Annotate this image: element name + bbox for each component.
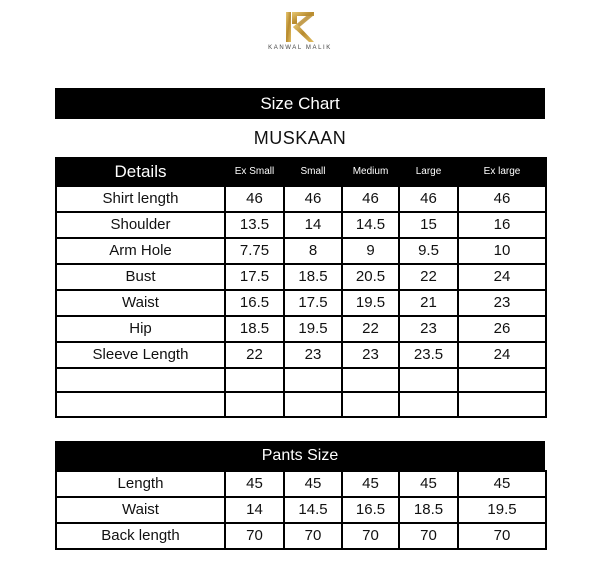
size-value: 23.5 [399, 342, 458, 368]
size-value: 19.5 [284, 316, 342, 342]
table-row [56, 368, 546, 392]
size-value: 46 [225, 186, 284, 212]
pants-size-table [55, 470, 547, 550]
row-label [56, 368, 225, 392]
table-row [56, 497, 546, 523]
header-size: Small [284, 158, 342, 186]
size-value [458, 392, 546, 416]
size-value [458, 368, 546, 392]
size-value: 14.5 [284, 497, 342, 523]
size-value [342, 368, 399, 392]
size-value: 14 [225, 497, 284, 523]
table-row [56, 316, 546, 342]
size-value: 70 [284, 523, 342, 549]
size-value: 23 [284, 342, 342, 368]
kanwal-malik-logo-icon [283, 10, 317, 44]
size-value: 17.5 [284, 290, 342, 316]
size-value: 17.5 [225, 264, 284, 290]
size-value: 20.5 [342, 264, 399, 290]
row-label: Bust [56, 264, 225, 290]
size-value: 22 [225, 342, 284, 368]
size-value: 23 [399, 316, 458, 342]
shirt-size-table [55, 157, 547, 418]
size-value [399, 392, 458, 416]
size-value: 46 [458, 186, 546, 212]
size-value: 13.5 [225, 212, 284, 238]
size-value: 23 [458, 290, 546, 316]
size-value: 10 [458, 238, 546, 264]
table-row [56, 212, 546, 238]
table-header-row [56, 158, 546, 186]
pants-size-title: Pants Size [261, 446, 339, 464]
size-value: 21 [399, 290, 458, 316]
size-value: 22 [342, 316, 399, 342]
size-value: 70 [399, 523, 458, 549]
brand-logo [0, 10, 600, 51]
size-chart-title: Size Chart [260, 93, 340, 113]
size-value: 18.5 [399, 497, 458, 523]
size-value [225, 368, 284, 392]
size-value: 14 [284, 212, 342, 238]
size-chart-title-bar [55, 88, 545, 119]
row-label: Length [56, 471, 225, 497]
size-value: 45 [225, 471, 284, 497]
brand-name: KANWAL MALIK [268, 45, 332, 51]
size-value: 16.5 [342, 497, 399, 523]
row-label: Shirt length [56, 186, 225, 212]
size-value [284, 368, 342, 392]
size-value: 16 [458, 212, 546, 238]
header-size: Medium [342, 158, 399, 186]
size-value [399, 368, 458, 392]
size-value: 70 [342, 523, 399, 549]
size-value: 14.5 [342, 212, 399, 238]
size-value: 16.5 [225, 290, 284, 316]
size-value: 45 [458, 471, 546, 497]
size-value: 70 [458, 523, 546, 549]
size-value: 19.5 [342, 290, 399, 316]
row-label: Back length [56, 523, 225, 549]
size-value: 45 [399, 471, 458, 497]
size-value: 24 [458, 264, 546, 290]
row-label: Waist [56, 497, 225, 523]
row-label: Sleeve Length [56, 342, 225, 368]
size-value [225, 392, 284, 416]
size-value: 46 [399, 186, 458, 212]
row-label [56, 392, 225, 416]
table-row [56, 471, 546, 497]
size-value: 22 [399, 264, 458, 290]
header-size: Ex large [458, 158, 546, 186]
table-row [56, 392, 546, 416]
size-value: 19.5 [458, 497, 546, 523]
header-details: Details [56, 158, 225, 186]
size-value: 45 [342, 471, 399, 497]
pants-size-title-bar [55, 441, 545, 470]
row-label: Hip [56, 316, 225, 342]
table-row [56, 264, 546, 290]
size-value: 7.75 [225, 238, 284, 264]
size-value: 46 [284, 186, 342, 212]
size-value: 26 [458, 316, 546, 342]
table-row [56, 342, 546, 368]
row-label: Waist [56, 290, 225, 316]
size-value: 9.5 [399, 238, 458, 264]
size-value [284, 392, 342, 416]
table-row [56, 186, 546, 212]
size-value: 18.5 [284, 264, 342, 290]
product-name: MUSKAAN [253, 128, 347, 148]
table-row [56, 238, 546, 264]
header-size: Large [399, 158, 458, 186]
size-value: 46 [342, 186, 399, 212]
row-label: Arm Hole [56, 238, 225, 264]
size-value: 23 [342, 342, 399, 368]
size-value: 45 [284, 471, 342, 497]
size-value: 18.5 [225, 316, 284, 342]
table-row [56, 290, 546, 316]
table-row [56, 523, 546, 549]
size-value: 70 [225, 523, 284, 549]
row-label: Shoulder [56, 212, 225, 238]
size-value: 15 [399, 212, 458, 238]
size-value: 8 [284, 238, 342, 264]
header-size: Ex Small [225, 158, 284, 186]
size-value: 24 [458, 342, 546, 368]
size-value: 9 [342, 238, 399, 264]
size-value [342, 392, 399, 416]
